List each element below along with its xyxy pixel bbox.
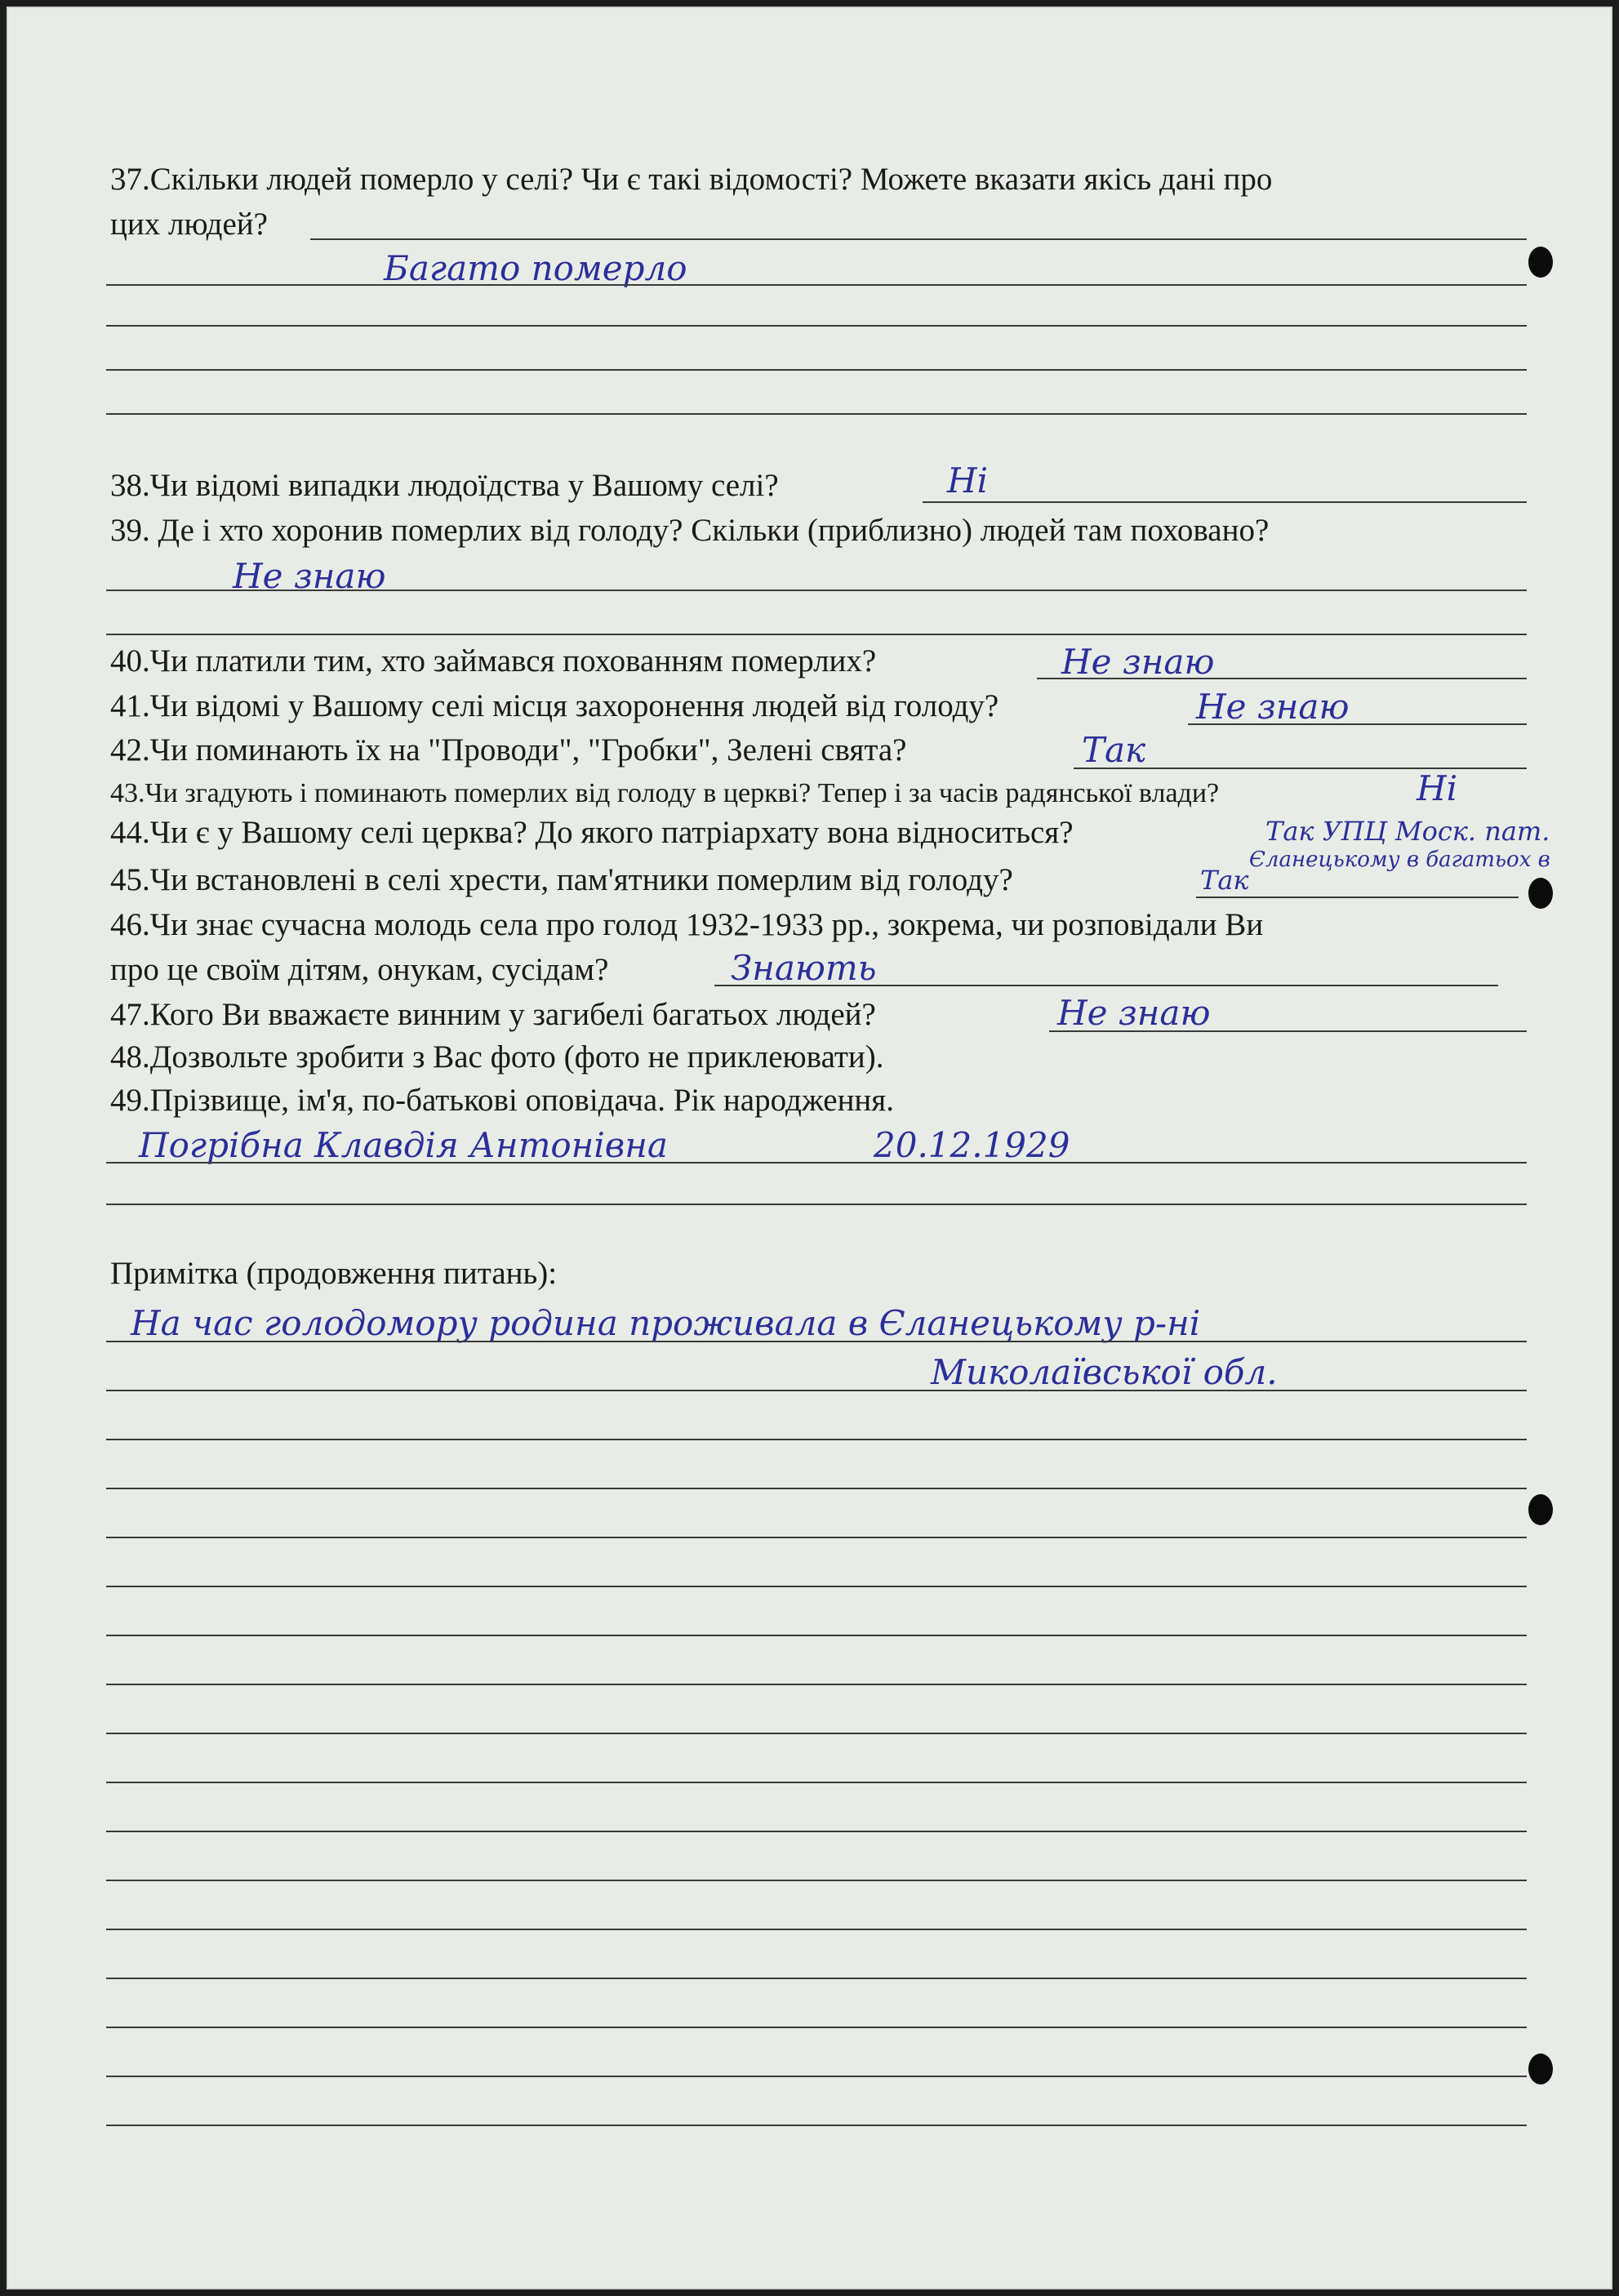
note-label: Примітка (продовження питань): bbox=[110, 1256, 558, 1291]
q42-answer[interactable]: Так bbox=[1082, 730, 1146, 770]
q39-text: 39. Де і хто хоронив померлих від голоду? Скільки (приблизно) людей там поховано? bbox=[110, 513, 1270, 548]
answer-rule bbox=[106, 325, 1527, 327]
q44-text: 44.Чи є у Вашому селі церква? До якого патріархату вона відноситься? bbox=[110, 815, 1074, 850]
note-rule bbox=[106, 1390, 1527, 1391]
questionnaire-page bbox=[7, 7, 1612, 2289]
note-rule bbox=[106, 1733, 1527, 1734]
note-rule bbox=[106, 1586, 1527, 1587]
note-rule bbox=[106, 1782, 1527, 1783]
answer-rule bbox=[310, 238, 1527, 240]
q46-text-line1: 46.Чи знає сучасна молодь села про голод 1932-1933 рр., зокрема, чи розповідали Ви bbox=[110, 907, 1264, 942]
note-rule bbox=[106, 2027, 1527, 2028]
punch-hole bbox=[1528, 878, 1553, 909]
q46-text-line2: про це своїм дітям, онукам, сусідам? bbox=[110, 952, 609, 987]
q49-answer-name[interactable]: Погрібна Клавдія Антонівна bbox=[139, 1125, 668, 1165]
punch-hole bbox=[1528, 2053, 1553, 2085]
note-rule bbox=[106, 1341, 1527, 1342]
q38-text: 38.Чи відомі випадки людоїдства у Вашому селі? bbox=[110, 468, 779, 503]
note-rule bbox=[106, 1684, 1527, 1685]
note-rule bbox=[106, 1439, 1527, 1440]
punch-hole bbox=[1528, 1494, 1553, 1525]
answer-rule bbox=[106, 413, 1527, 415]
answer-rule bbox=[106, 1162, 1527, 1164]
answer-rule bbox=[106, 369, 1527, 371]
answer-rule bbox=[1196, 897, 1519, 898]
q43-text: 43.Чи згадують і поминають померлих від голоду в церкві? Тепер і за часів радянської влади? bbox=[110, 778, 1220, 808]
answer-rule bbox=[923, 501, 1527, 503]
q39-answer[interactable]: Не знаю bbox=[233, 556, 386, 596]
q49-text: 49.Прізвище, ім'я, по-батькові оповідача. Рік народження. bbox=[110, 1083, 894, 1118]
q37-text-line1: 37.Скільки людей померло у селі? Чи є такі відомості? Можете вказати якісь дані про bbox=[110, 162, 1273, 197]
q40-text: 40.Чи платили тим, хто займався похованням померлих? bbox=[110, 643, 877, 679]
note-rule bbox=[106, 1537, 1527, 1538]
q37-text-line2: цих людей? bbox=[110, 207, 268, 242]
q41-text: 41.Чи відомі у Вашому селі місця захоронення людей від голоду? bbox=[110, 688, 999, 723]
q40-answer[interactable]: Не знаю bbox=[1061, 642, 1215, 682]
q45-text: 45.Чи встановлені в селі хрести, пам'ятники померлим від голоду? bbox=[110, 862, 1013, 897]
note-answer-line1[interactable]: На час голодомору родина проживала в Єланецькому р-ні bbox=[131, 1303, 1201, 1343]
punch-hole bbox=[1528, 247, 1553, 278]
q45-answer[interactable]: Так bbox=[1200, 865, 1249, 896]
answer-rule bbox=[106, 634, 1527, 635]
note-rule bbox=[106, 1880, 1527, 1881]
q49-answer-date[interactable]: 20.12.1929 bbox=[874, 1125, 1070, 1165]
q42-text: 42.Чи поминають їх на "Проводи", "Гробки", Зелені свята? bbox=[110, 732, 907, 768]
note-rule bbox=[106, 1635, 1527, 1636]
q37-answer[interactable]: Багато померло bbox=[384, 248, 687, 288]
q44-answer[interactable]: Так УПЦ Моск. пат. bbox=[1265, 816, 1550, 847]
q43-answer[interactable]: Ні bbox=[1417, 768, 1458, 808]
answer-rule bbox=[106, 1204, 1527, 1205]
answer-rule bbox=[106, 284, 1527, 286]
answer-rule bbox=[106, 590, 1527, 591]
note-rule bbox=[106, 1831, 1527, 1832]
q47-text: 47.Кого Ви вважаєте винним у загибелі багатьох людей? bbox=[110, 997, 876, 1032]
note-rule bbox=[106, 2125, 1527, 2126]
q47-answer[interactable]: Не знаю bbox=[1057, 993, 1211, 1033]
note-rule bbox=[106, 1978, 1527, 1979]
q46-answer[interactable]: Знають bbox=[731, 948, 877, 988]
note-rule bbox=[106, 1488, 1527, 1489]
note-rule bbox=[106, 2076, 1527, 2077]
q48-text: 48.Дозвольте зробити з Вас фото (фото не приклеювати). bbox=[110, 1039, 884, 1075]
q45-answer-note[interactable]: Єланецькому в багатьох в bbox=[1249, 848, 1550, 872]
q38-answer[interactable]: Ні bbox=[947, 461, 989, 501]
note-answer-line2[interactable]: Миколаївської обл. bbox=[931, 1352, 1278, 1392]
note-rule bbox=[106, 1929, 1527, 1930]
q41-answer[interactable]: Не знаю bbox=[1196, 687, 1350, 727]
